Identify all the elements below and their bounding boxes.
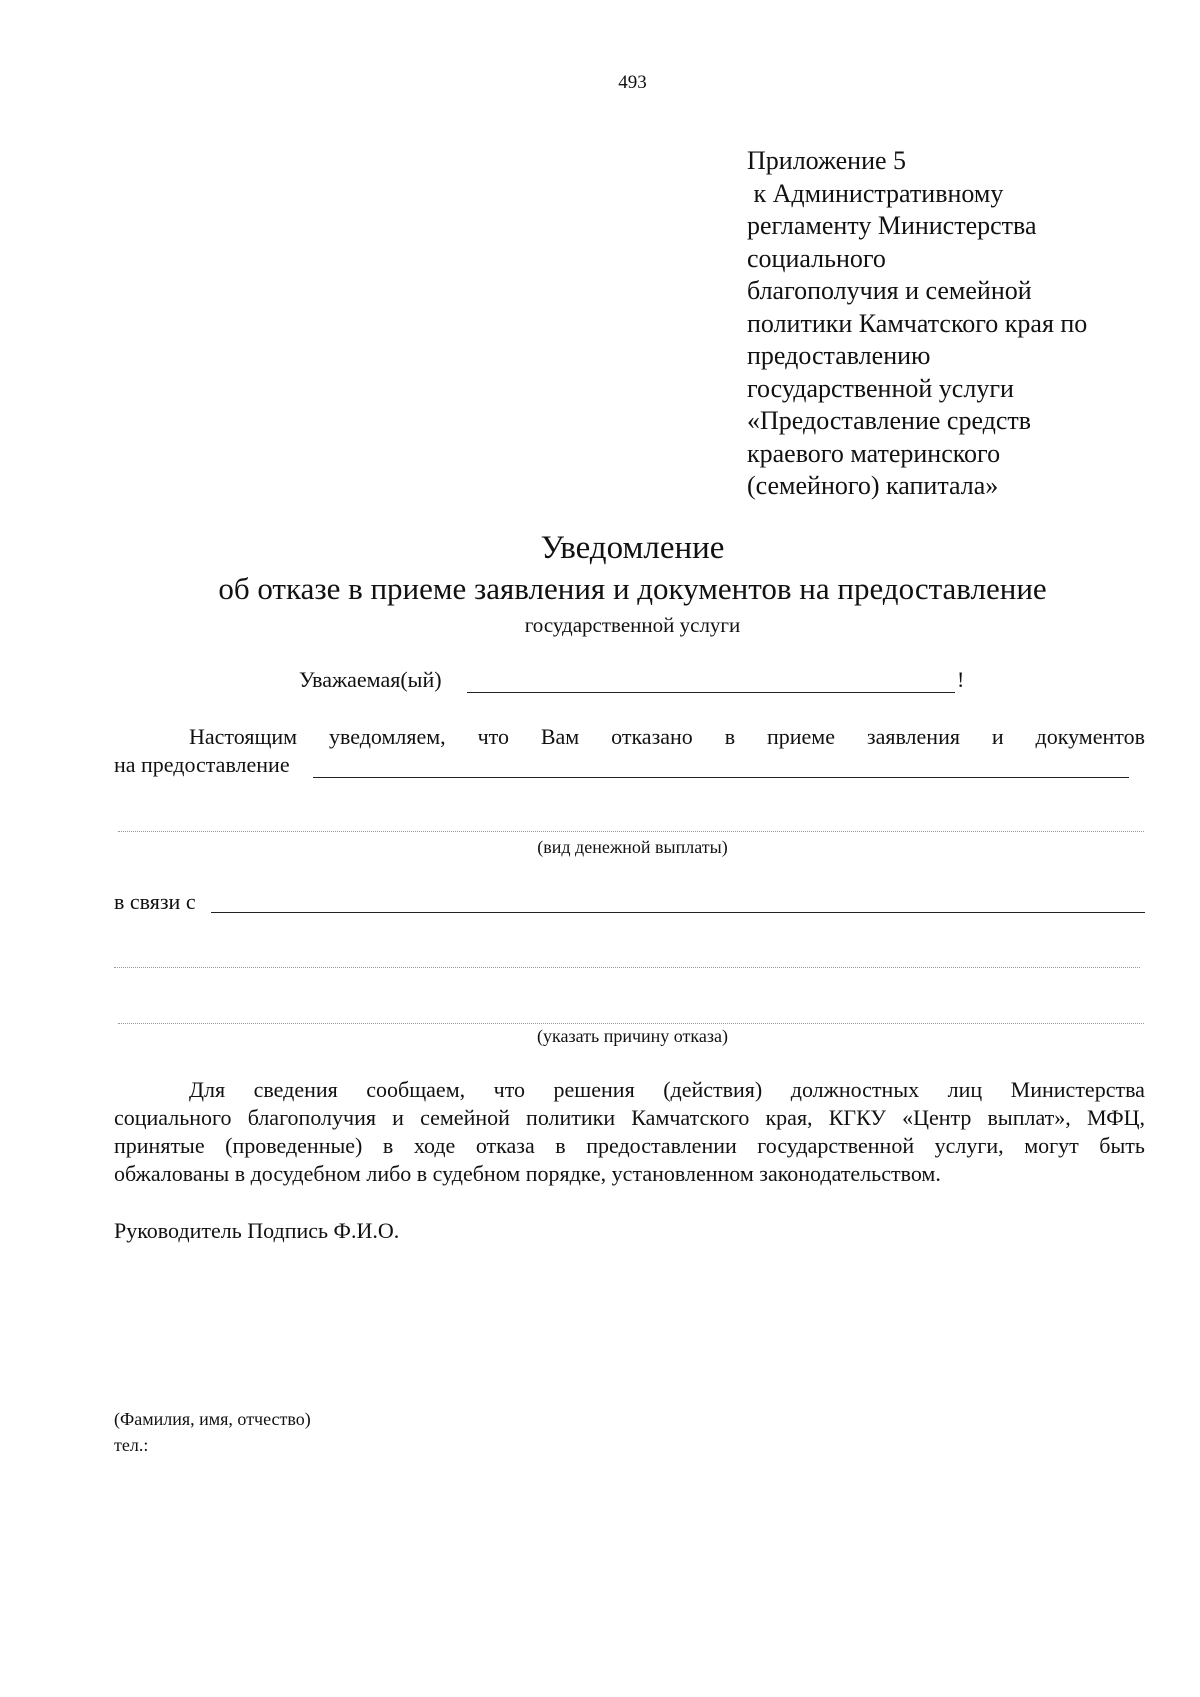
reason-field-line-3[interactable] xyxy=(118,1023,1144,1024)
word: решения xyxy=(553,1077,635,1102)
word: лиц xyxy=(947,1077,983,1102)
word: в xyxy=(724,724,736,749)
word: «Центр xyxy=(902,1105,972,1130)
word: что xyxy=(477,724,509,749)
word: отказа xyxy=(475,1133,535,1158)
word: документов xyxy=(1035,724,1145,749)
contact-fio: (Фамилия, имя, отчество) xyxy=(114,1409,311,1429)
word: Настоящим xyxy=(189,724,298,749)
word: ходе xyxy=(413,1133,456,1158)
word: могут xyxy=(1024,1133,1079,1158)
word: края, xyxy=(765,1105,813,1130)
word: услуги, xyxy=(934,1133,1004,1158)
appendix-line: государственной услуги xyxy=(747,373,1014,403)
word: выплат», xyxy=(987,1105,1071,1130)
word: Камчатского xyxy=(631,1105,750,1130)
word: благополучия xyxy=(247,1105,376,1130)
reason-field-line-2[interactable] xyxy=(114,967,1140,968)
appendix-line: (семейного) капитала» xyxy=(747,471,999,500)
document-title: Уведомление xyxy=(540,530,725,566)
word: отказано xyxy=(611,724,693,749)
word: политики xyxy=(526,1105,616,1130)
word: государственной xyxy=(757,1133,915,1158)
greeting-exclamation: ! xyxy=(957,667,965,692)
signer-line: Руководитель Подпись Ф.И.О. xyxy=(114,1218,400,1243)
reason-caption: (указать причину отказа) xyxy=(537,1026,728,1046)
appeal-paragraph-line xyxy=(114,1133,1145,1159)
reason-field[interactable] xyxy=(211,912,1145,913)
appendix-line: Приложение 5 xyxy=(747,146,907,175)
word: Вам xyxy=(540,724,580,749)
word: КГКУ xyxy=(828,1105,886,1130)
appeal-paragraph-line xyxy=(189,1077,1145,1103)
appendix-line: предоставлению xyxy=(747,341,931,370)
word: уведомляем, xyxy=(328,724,446,749)
appendix-header xyxy=(747,145,1087,503)
contact-phone: тел.: xyxy=(114,1435,149,1455)
word: принятые xyxy=(114,1133,205,1158)
word: и xyxy=(991,724,1004,749)
reason-label: в связи с xyxy=(114,889,196,914)
greeting-label: Уважаемая(ый) xyxy=(299,667,442,692)
word: социального xyxy=(114,1105,232,1130)
word: и xyxy=(392,1105,404,1130)
refusal-paragraph-line xyxy=(189,724,1145,750)
word: быть xyxy=(1099,1133,1145,1158)
word: должностных xyxy=(790,1077,920,1102)
service-field[interactable] xyxy=(313,777,1129,778)
appendix-line: регламенту Министерства xyxy=(747,211,1037,240)
word: приеме xyxy=(766,724,835,749)
word: заявления xyxy=(866,724,960,749)
refusal-paragraph-line-2: на предоставление xyxy=(114,752,290,777)
word: предоставлении xyxy=(586,1133,737,1158)
recipient-name-field[interactable] xyxy=(467,692,955,693)
document-subtitle: об отказе в приеме заявления и документов на предоставление xyxy=(218,571,1047,606)
appendix-line: благополучия и семейной xyxy=(747,276,1032,305)
document-subtitle-2: государственной услуги xyxy=(524,613,741,637)
word: Министерства xyxy=(1010,1077,1145,1102)
word: (действия) xyxy=(663,1077,763,1102)
payment-type-caption: (вид денежной выплаты) xyxy=(537,837,728,857)
word: семейной xyxy=(420,1105,510,1130)
appendix-line: к Административному xyxy=(747,178,1004,208)
word: сообщаем, xyxy=(366,1077,466,1102)
word: Для xyxy=(189,1077,226,1102)
word: в xyxy=(382,1133,394,1158)
word: что xyxy=(493,1077,526,1102)
word: сведения xyxy=(253,1077,338,1102)
appeal-paragraph-line-4: обжалованы в досудебном либо в судебном порядке, установленном законодательством. xyxy=(114,1161,941,1186)
page-number: 493 xyxy=(618,72,647,93)
appendix-line: социального xyxy=(747,243,886,273)
payment-type-field[interactable] xyxy=(118,831,1144,832)
word: (проведенные) xyxy=(225,1133,363,1158)
appeal-paragraph-line xyxy=(114,1105,1145,1131)
word: в xyxy=(555,1133,566,1158)
appendix-line: «Предоставление средств xyxy=(747,406,1032,435)
appendix-line: краевого материнского xyxy=(747,438,1001,468)
appendix-line: политики Камчатского края по xyxy=(747,308,1088,338)
word: МФЦ, xyxy=(1086,1105,1145,1130)
